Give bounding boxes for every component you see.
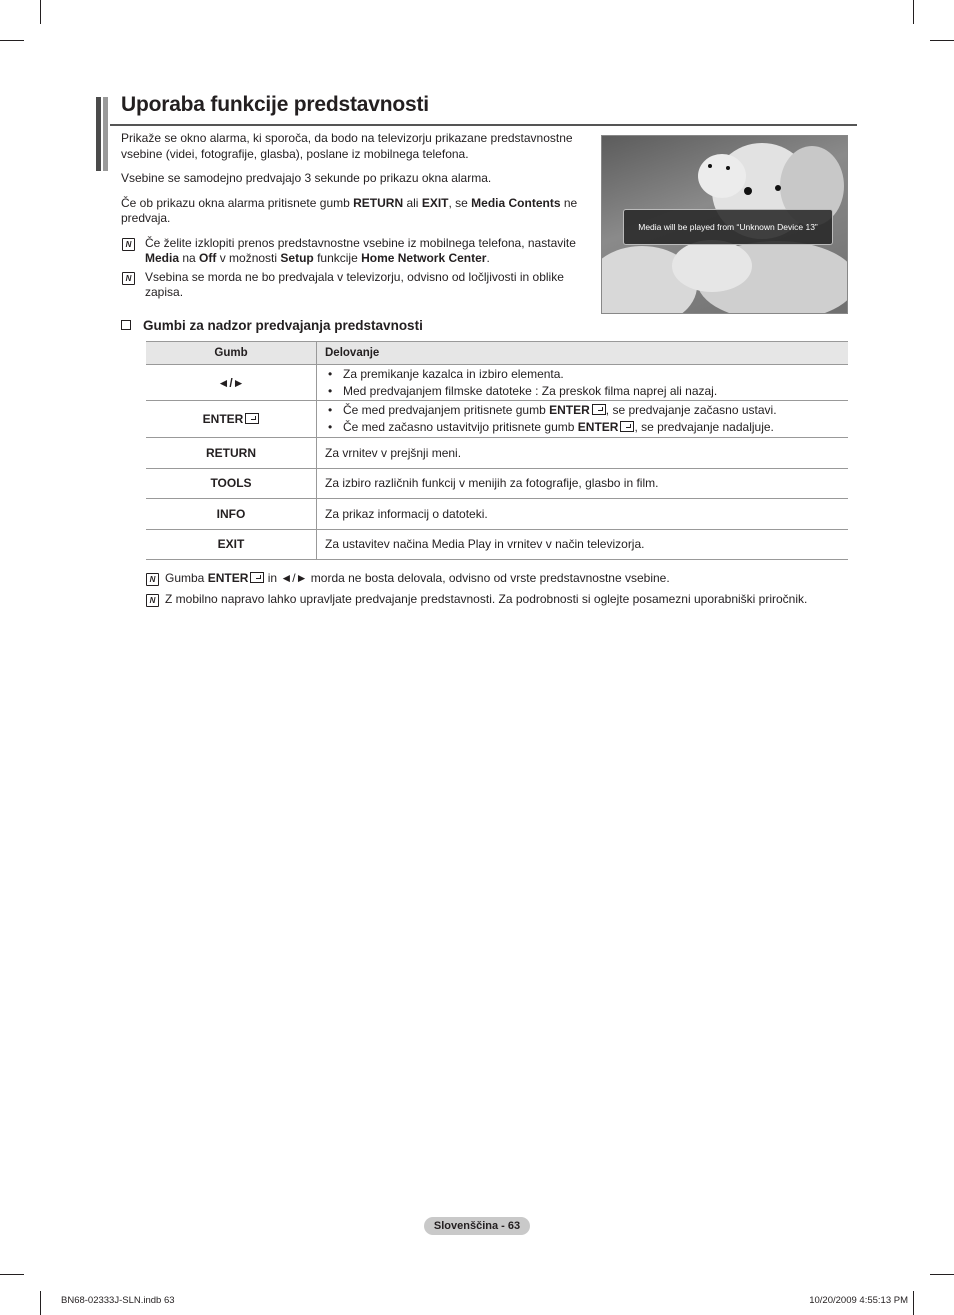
file-info: BN68-02333J-SLN.indb 63 (61, 1295, 175, 1306)
note-icon: N (146, 573, 159, 586)
alarm-message: Media will be played from “Unknown Device 13” (623, 209, 833, 245)
table-row (146, 365, 848, 401)
note-item: N Z mobilno napravo lahko upravljate predvajanje predstavnosti. Za podrobnosti si oglejte posamezni uporabniški priročnik. (146, 592, 848, 607)
crop-mark (913, 1291, 914, 1315)
action-cell: Za izbiro različnih funkcij v menijih za fotografije, glasbo in film. (317, 468, 849, 499)
note-item: N Vsebina se morda ne bo predvajala v televizorju, odvisno od ločljivosti in oblike zapisa. (121, 270, 591, 301)
button-cell: ◄/► (146, 365, 317, 401)
enter-icon (620, 421, 634, 432)
crop-mark (0, 1274, 24, 1275)
column-header: Delovanje (317, 342, 849, 365)
checkbox-icon (121, 320, 131, 330)
page-number: Slovenščina - 63 (424, 1217, 530, 1235)
button-cell: INFO (146, 499, 317, 530)
column-header: Gumb (146, 342, 317, 365)
table-row (146, 401, 848, 438)
crop-mark (40, 1291, 41, 1315)
action-cell: Za ustavitev načina Media Play in vrnitev v način televizorja. (317, 529, 849, 560)
footnotes (146, 571, 848, 613)
button-cell: RETURN (146, 438, 317, 469)
note-item: N Če želite izklopiti prenos predstavnostne vsebine iz mobilnega telefona, nastavite Media na Off v možnosti Setup funkcije Home Network Center. (121, 236, 591, 267)
table-row (146, 468, 848, 499)
intro-paragraph: Prikaže se okno alarma, ki sporoča, da bodo na televizorju prikazane predstavnostne vsebine (videi, fotografije, glasba), poslane iz mobilnega telefona. (121, 131, 573, 161)
crop-mark (930, 1274, 954, 1275)
print-timestamp: 10/20/2009 4:55:13 PM (809, 1295, 908, 1306)
enter-icon (592, 404, 606, 415)
list-item: • Če med predvajanjem pritisnete gumb ENTER , se predvajanje začasno ustavi. (325, 402, 840, 419)
intro-paragraph: Če ob prikazu okna alarma pritisnete gumb RETURN ali EXIT, se Media Contents ne predvaja. (121, 195, 578, 225)
action-cell: Za vrnitev v prejšnji meni. (317, 438, 849, 469)
crop-mark (0, 40, 24, 41)
table-row (146, 438, 848, 469)
action-cell (317, 365, 849, 401)
enter-icon (245, 413, 259, 424)
intro-paragraph: Vsebine se samodejno predvajajo 3 sekunde po prikazu okna alarma. (121, 171, 492, 185)
crop-mark (930, 40, 954, 41)
crop-mark (40, 0, 41, 24)
controls-table (146, 341, 848, 560)
table-header-row (146, 342, 848, 365)
tv-screenshot (601, 135, 848, 314)
action-cell: Za prikaz informacij o datoteki. (317, 499, 849, 530)
list-item: • Če med začasno ustavitvijo pritisnete gumb ENTER , se predvajanje nadaljuje. (325, 419, 840, 436)
table-row (146, 529, 848, 560)
title-decoration (96, 97, 110, 171)
note-icon: N (122, 238, 135, 251)
list-item: • Med predvajanjem filmske datoteke : Za preskok filma naprej ali nazaj. (325, 383, 840, 400)
button-cell: ENTER (146, 401, 317, 438)
enter-icon (250, 572, 264, 583)
table-row (146, 499, 848, 530)
section-heading: Gumbi za nadzor predvajanja predstavnosti (121, 318, 423, 333)
note-icon: N (146, 594, 159, 607)
crop-mark (913, 0, 914, 24)
button-cell: TOOLS (146, 468, 317, 499)
page-title: Uporaba funkcije predstavnosti (121, 93, 429, 116)
button-cell: EXIT (146, 529, 317, 560)
intro-text (121, 131, 591, 304)
title-divider (110, 124, 857, 126)
list-item: • Za premikanje kazalca in izbiro elementa. (325, 366, 840, 383)
action-cell (317, 401, 849, 438)
note-item: N Gumba ENTER in ◄/► morda ne bosta delovala, odvisno od vrste predstavnostne vsebine. (146, 571, 848, 586)
note-icon: N (122, 272, 135, 285)
